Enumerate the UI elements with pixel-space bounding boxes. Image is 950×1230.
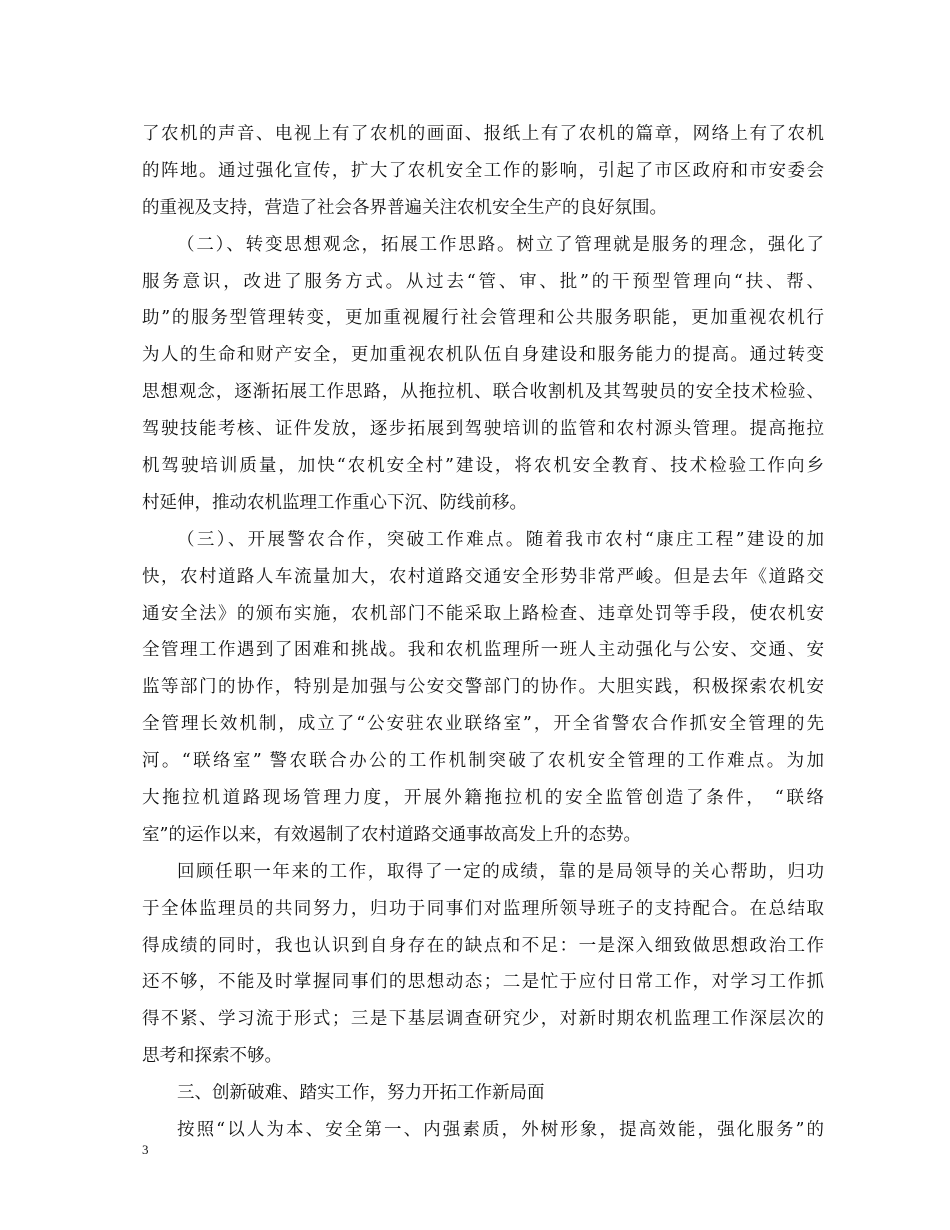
text-line: 三、创新破难、踏实工作，努力开拓工作新局面: [177, 1083, 545, 1104]
text-line: 回顾任职一年来的工作，取得了一定的成绩，靠的是局领导的关心帮助，归功: [177, 861, 824, 882]
text-line: 机驾驶培训质量，加快“农机安全村”建设，将农机安全教育、技术检验工作向乡: [142, 456, 824, 477]
text-line: 室”的运作以来，有效遏制了农村道路交通事故高发上升的态势。: [142, 824, 641, 845]
text-line: 于全体监理员的共同努力，归功于同事们对监理所领导班子的支持配合。在总结取: [142, 898, 824, 919]
text-line: 监等部门的协作，特别是加强与公安交警部门的协作。大胆实践，积极探索农机安: [142, 677, 824, 698]
text-line: 河。“联络室” 警农联合办公的工作机制突破了农机安全管理的工作难点。为加: [142, 751, 824, 772]
text-line: 还不够，不能及时掌握同事们的思想动态；二是忙于应付日常工作，对学习工作抓: [142, 972, 824, 993]
text-line: （三）、开展警农合作，突破工作难点。随着我市农村“康庄工程”建设的加: [177, 529, 824, 550]
text-line: 的重视及支持，营造了社会各界普遍关注农机安全生产的良好氛围。: [142, 197, 667, 218]
text-line: 思考和探索不够。: [142, 1046, 282, 1067]
text-line: 大拖拉机道路现场管理力度，开展外籍拖拉机的安全监管创造了条件， “联络: [142, 788, 824, 809]
body-text: [142, 116, 824, 1149]
text-line: 全管理长效机制，成立了“公安驻农业联络室”，开全省警农合作抓安全管理的先: [142, 714, 824, 735]
text-line: 服务意识，改进了服务方式。从过去“管、审、批”的干预型管理向“扶、帮、: [142, 271, 824, 292]
text-line: （二）、转变思想观念，拓展工作思路。树立了管理就是服务的理念，强化了: [177, 234, 824, 255]
text-line: 思想观念，逐渐拓展工作思路，从拖拉机、联合收割机及其驾驶员的安全技术检验、: [142, 382, 824, 403]
text-line: 村延伸，推动农机监理工作重心下沉、防线前移。: [142, 492, 527, 513]
text-line: 得成绩的同时，我也认识到自身存在的缺点和不足：一是深入细致做思想政治工作: [142, 935, 824, 956]
page-number: 3: [142, 1142, 149, 1157]
text-line: 得不紧、学习流于形式；三是下基层调查研究少，对新时期农机监理工作深层次的: [142, 1009, 824, 1030]
text-line: 为人的生命和财产安全，更加重视农机队伍自身建设和服务能力的提高。通过转变: [142, 345, 824, 366]
text-line: 全管理工作遇到了困难和挑战。我和农机监理所一班人主动强化与公安、交通、安: [142, 640, 824, 661]
text-line: 通安全法》的颁布实施，农机部门不能采取上路检查、违章处罚等手段，使农机安: [142, 603, 824, 624]
text-line: 驾驶技能考核、证件发放，逐步拓展到驾驶培训的监管和农村源头管理。提高拖拉: [142, 419, 824, 440]
text-line: 按照“以人为本、安全第一、内强素质，外树形象，提高效能，强化服务”的: [177, 1120, 824, 1141]
text-line: 了农机的声音、电视上有了农机的画面、报纸上有了农机的篇章，网络上有了农机: [142, 124, 824, 144]
text-line: 助”的服务型管理转变，更加重视履行社会管理和公共服务职能，更加重视农机行: [142, 308, 824, 329]
text-line: 的阵地。通过强化宣传，扩大了农机安全工作的影响，引起了市区政府和市安委会: [142, 160, 824, 181]
text-line: 快，农村道路人车流量加大，农村道路交通安全形势非常严峻。但是去年《道路交: [142, 566, 824, 587]
